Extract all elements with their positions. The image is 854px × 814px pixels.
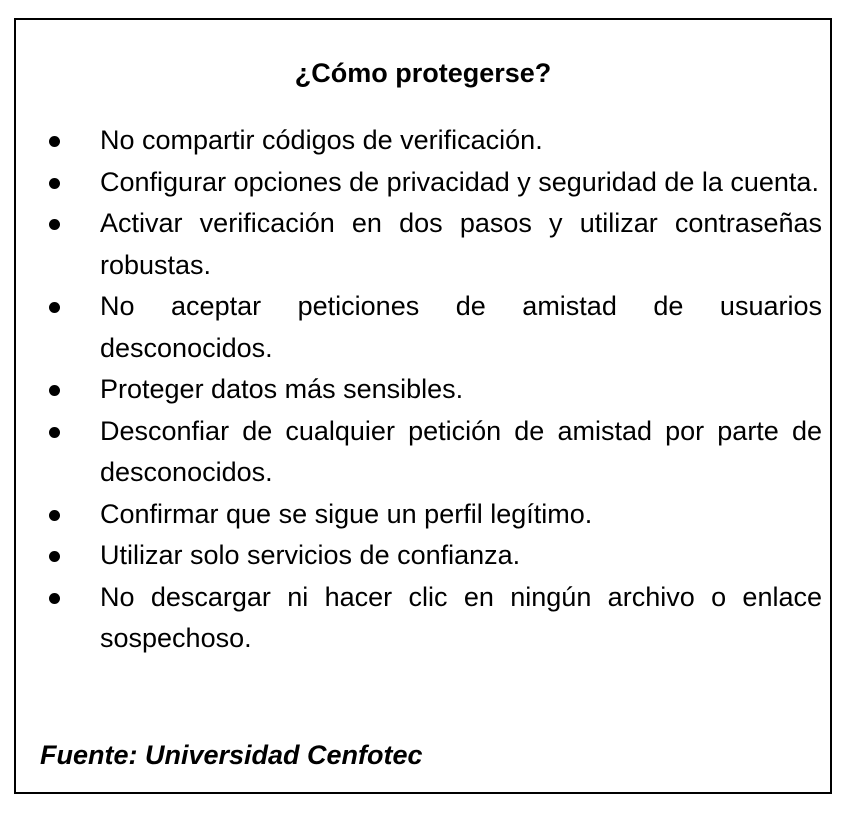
list-item	[100, 162, 822, 204]
list-item-text: Desconfiar de cualquier petición de amistad por parte de desconocidos.	[100, 415, 822, 487]
box-title: ¿Cómo protegerse?	[294, 58, 552, 88]
list-item-text: Confirmar que se sigue un perfil legítimo.	[100, 498, 593, 529]
bullet-icon	[49, 385, 60, 396]
bullet-icon	[49, 551, 60, 562]
list-item-text: No aceptar peticiones de amistad de usuarios desconocidos.	[100, 291, 822, 363]
bullet-icon	[49, 593, 60, 604]
bullet-icon	[49, 136, 60, 147]
list-item-text: Utilizar solo servicios de confianza.	[100, 540, 521, 570]
list-item	[100, 286, 822, 369]
list-item-text: No compartir códigos de verificación.	[100, 125, 543, 155]
bullet-icon	[49, 219, 60, 230]
list-item	[100, 120, 822, 162]
bullet-icon	[49, 510, 60, 521]
bullet-icon	[49, 427, 60, 438]
list-item	[100, 203, 822, 286]
list-item	[100, 577, 822, 660]
list-item	[100, 411, 822, 494]
list-item	[100, 369, 822, 411]
list-item-text: Proteger datos más sensibles.	[100, 374, 464, 404]
tips-list	[100, 120, 822, 660]
bullet-icon	[49, 178, 60, 189]
content-box	[14, 18, 832, 794]
list-item	[100, 494, 822, 536]
source-credit: Fuente: Universidad Cenfotec	[40, 740, 423, 770]
list-item-text: Configurar opciones de privacidad y seguridad de la cuenta.	[100, 166, 819, 197]
list-item-text: No descargar ni hacer clic en ningún archivo o enlace sospechoso.	[100, 581, 822, 653]
bullet-icon	[49, 302, 60, 313]
list-item-text: Activar verificación en dos pasos y utilizar contraseñas robustas.	[100, 208, 822, 280]
list-item	[100, 535, 822, 577]
